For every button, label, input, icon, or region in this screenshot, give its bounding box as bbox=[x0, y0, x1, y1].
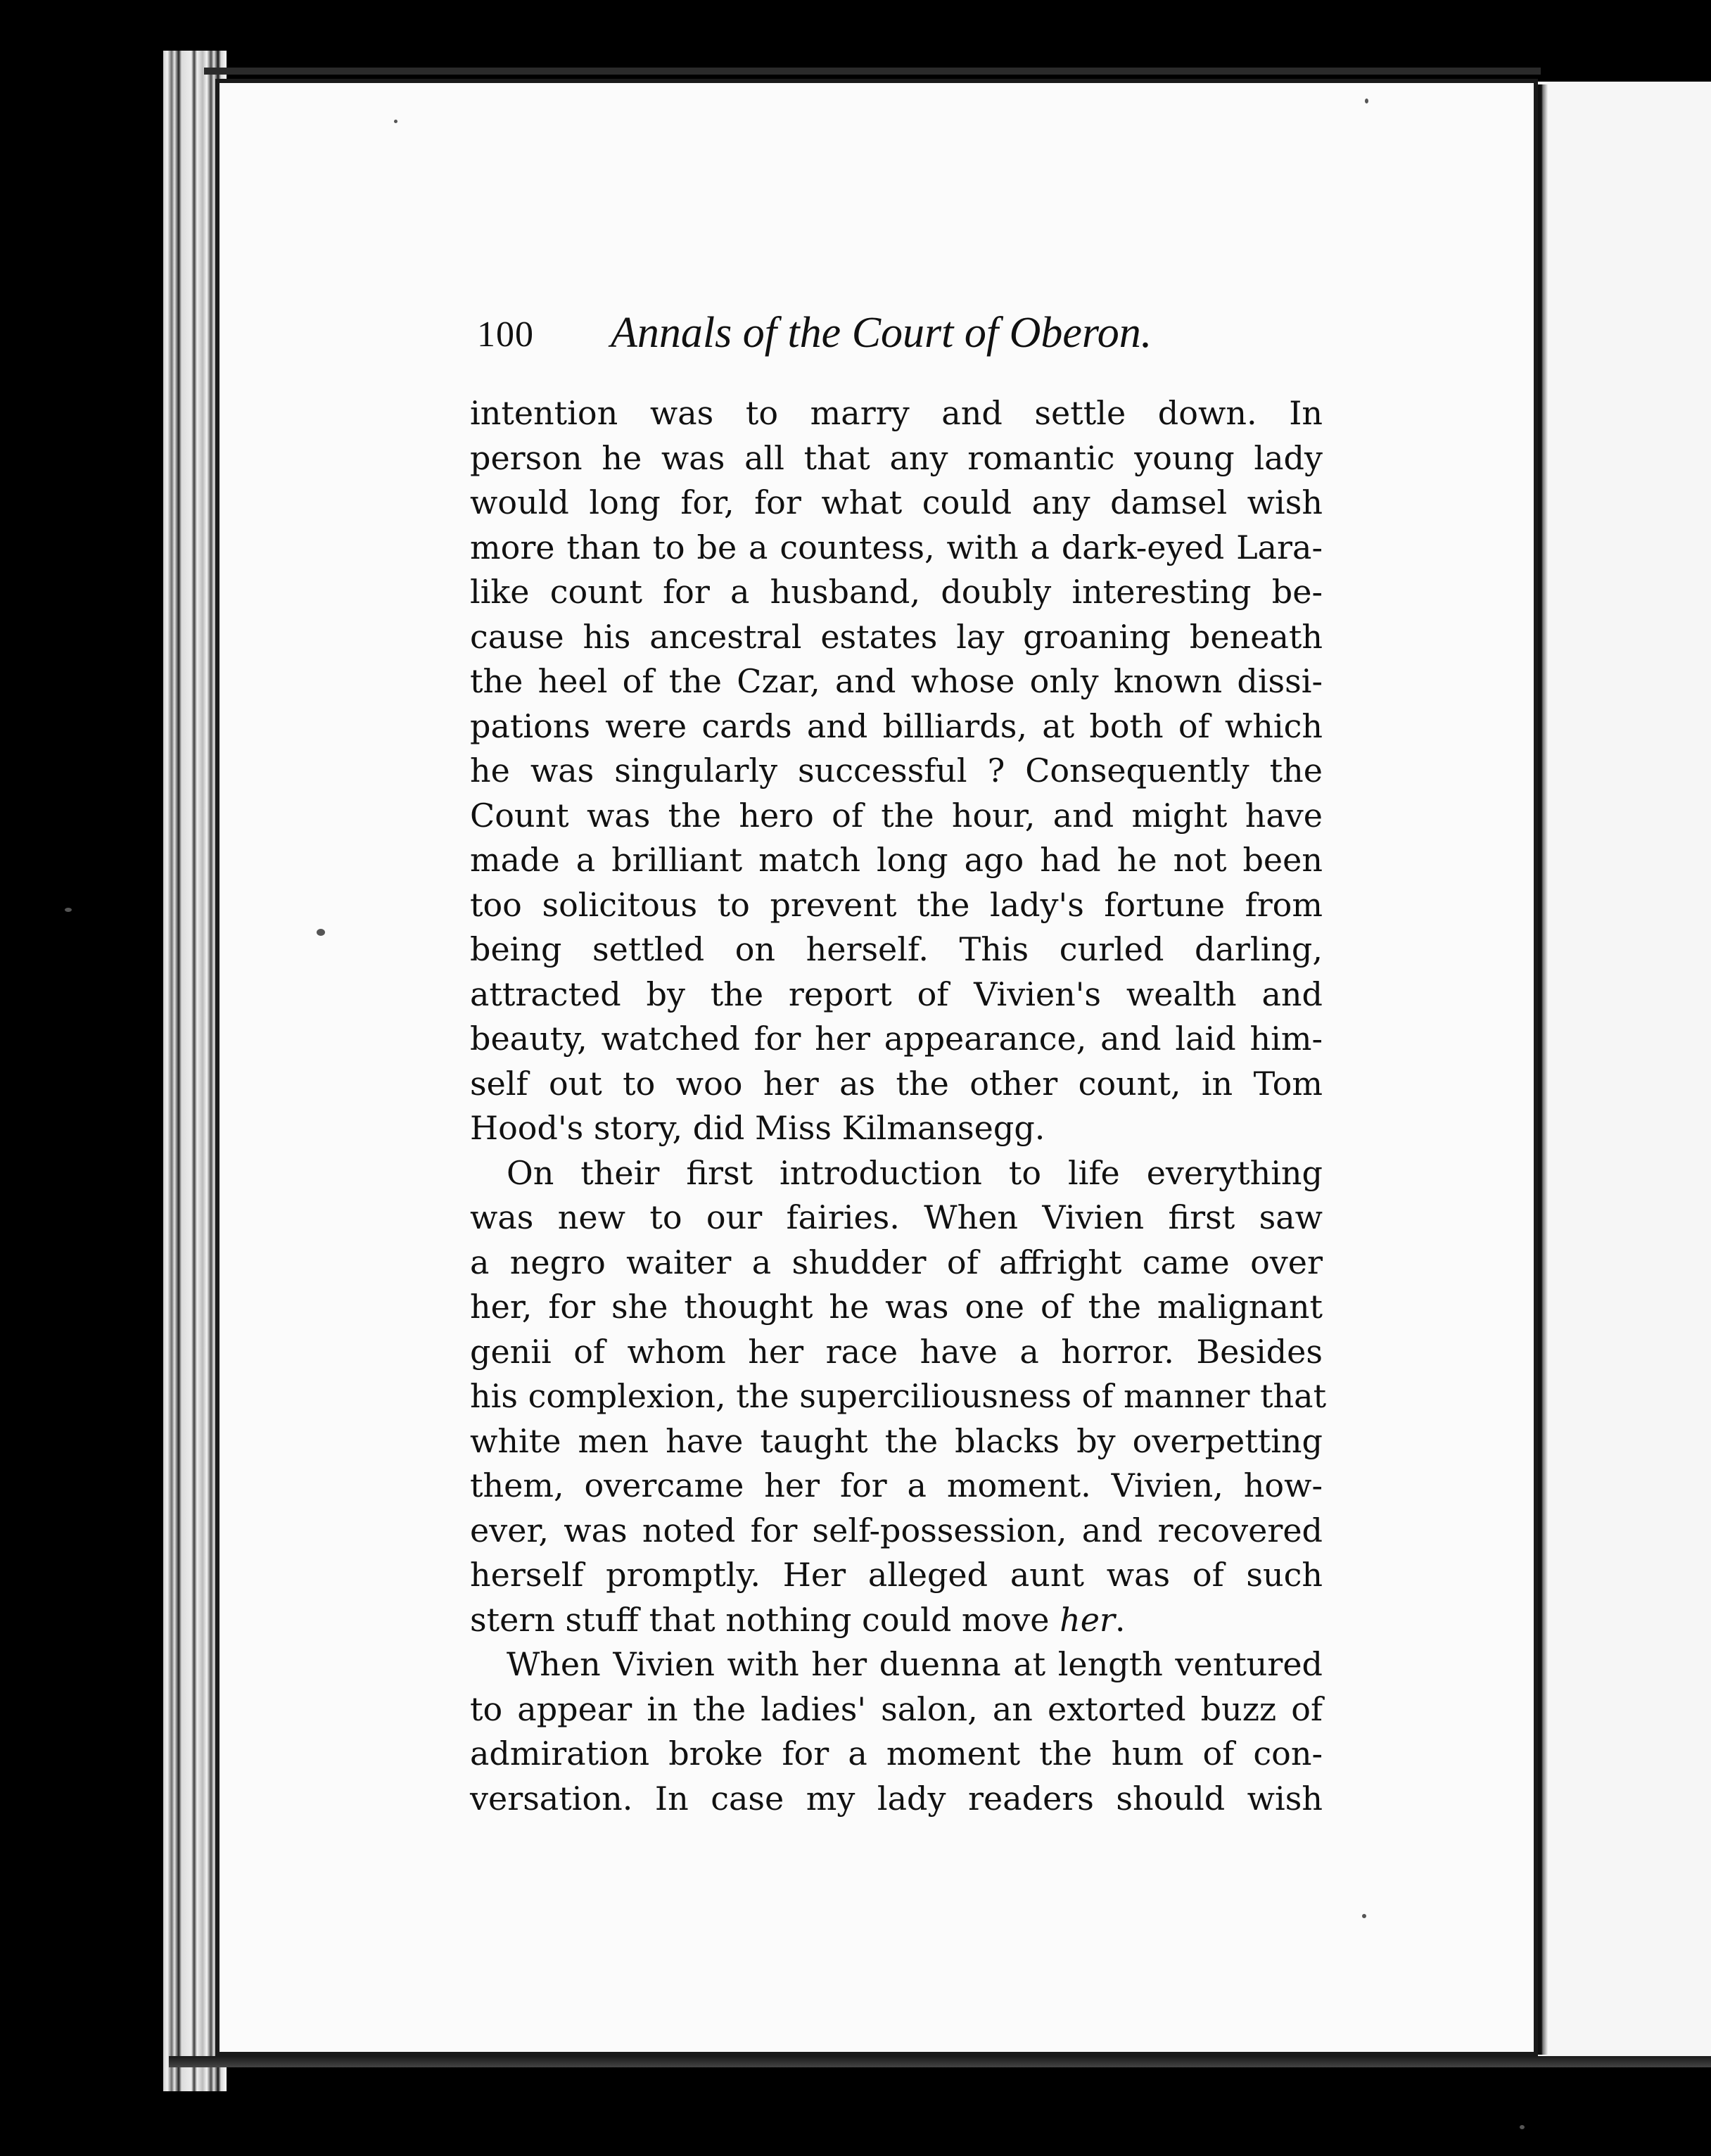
text-fragment: . bbox=[1114, 1600, 1126, 1639]
italic-emphasis: her bbox=[1060, 1600, 1115, 1639]
text-line: his complexion, the superciliousness of manner that bbox=[470, 1377, 1327, 1415]
text-line: them, overcame her for a moment. Vivien, how- bbox=[470, 1466, 1323, 1504]
text-line: he was singularly successful ? Consequently the bbox=[470, 752, 1323, 790]
text-line: to appear in the ladies' salon, an extorted buzz of bbox=[470, 1689, 1323, 1728]
text-line: too solicitous to prevent the lady's fortune from bbox=[470, 885, 1323, 924]
text-line: beauty, watched for her appearance, and laid him- bbox=[470, 1020, 1323, 1058]
text-line: being settled on herself. This curled darling, bbox=[470, 930, 1323, 968]
dust-speck bbox=[65, 908, 72, 912]
dust-speck bbox=[394, 120, 397, 123]
dust-speck bbox=[1520, 2125, 1525, 2129]
running-title: Annals of the Court of Oberon. bbox=[611, 309, 1152, 357]
text-line: more than to be a countess, with a dark-eyed Lara- bbox=[470, 528, 1323, 566]
text-line: Hood's story, did Miss Kilmansegg. bbox=[470, 1109, 1045, 1147]
text-line: white men have taught the blacks by overpetting bbox=[470, 1421, 1323, 1460]
text-line: genii of whom her race have a horror. Besides bbox=[470, 1332, 1323, 1371]
text-line: self out to woo her as the other count, in Tom bbox=[470, 1064, 1323, 1103]
text-line: Count was the hero of the hour, and might have bbox=[470, 796, 1323, 835]
text-line: versation. In case my lady readers should wish bbox=[470, 1779, 1323, 1818]
text-line: pations were cards and billiards, at both of which bbox=[470, 706, 1323, 745]
text-line: would long for, for what could any damsel wish bbox=[470, 483, 1323, 521]
running-header bbox=[470, 308, 1328, 357]
paragraph-first-line: On their first introduction to life everything bbox=[507, 1153, 1323, 1192]
page-top-border bbox=[204, 68, 1541, 75]
text-line: intention was to marry and settle down. In bbox=[470, 394, 1323, 432]
text-line: person he was all that any romantic young lady bbox=[470, 438, 1323, 477]
text-line: the heel of the Czar, and whose only known dissi- bbox=[470, 662, 1323, 700]
text-line: like count for a husband, doubly interesting be- bbox=[470, 573, 1323, 611]
dust-speck bbox=[1365, 99, 1368, 103]
gutter-shadow bbox=[1538, 84, 1548, 2055]
dust-speck bbox=[1362, 1914, 1366, 1918]
adjacent-page bbox=[1538, 82, 1711, 2059]
paragraph-first-line: When Vivien with her duenna at length ventured bbox=[507, 1645, 1323, 1683]
text-fragment: stern stuff that nothing could move bbox=[470, 1600, 1060, 1639]
text-line bbox=[470, 1598, 1323, 1643]
text-line: herself promptly. Her alleged aunt was of such bbox=[470, 1556, 1323, 1594]
text-line: her, for she thought he was one of the malignant bbox=[470, 1288, 1323, 1326]
text-line: made a brilliant match long ago had he not been bbox=[470, 841, 1323, 879]
text-line: cause his ancestral estates lay groaning beneath bbox=[470, 617, 1323, 656]
text-line: ever, was noted for self-possession, and recovered bbox=[470, 1511, 1323, 1549]
dust-speck bbox=[317, 929, 325, 936]
text-line: attracted by the report of Vivien's wealth and bbox=[470, 975, 1323, 1013]
text-line: a negro waiter a shudder of affright came over bbox=[470, 1243, 1323, 1281]
text-line: admiration broke for a moment the hum of con- bbox=[470, 1735, 1323, 1773]
page-bottom-border bbox=[169, 2056, 1711, 2067]
body-text bbox=[470, 391, 1327, 1821]
text-line: was new to our fairies. When Vivien first saw bbox=[470, 1198, 1323, 1236]
page-number: 100 bbox=[477, 315, 534, 355]
